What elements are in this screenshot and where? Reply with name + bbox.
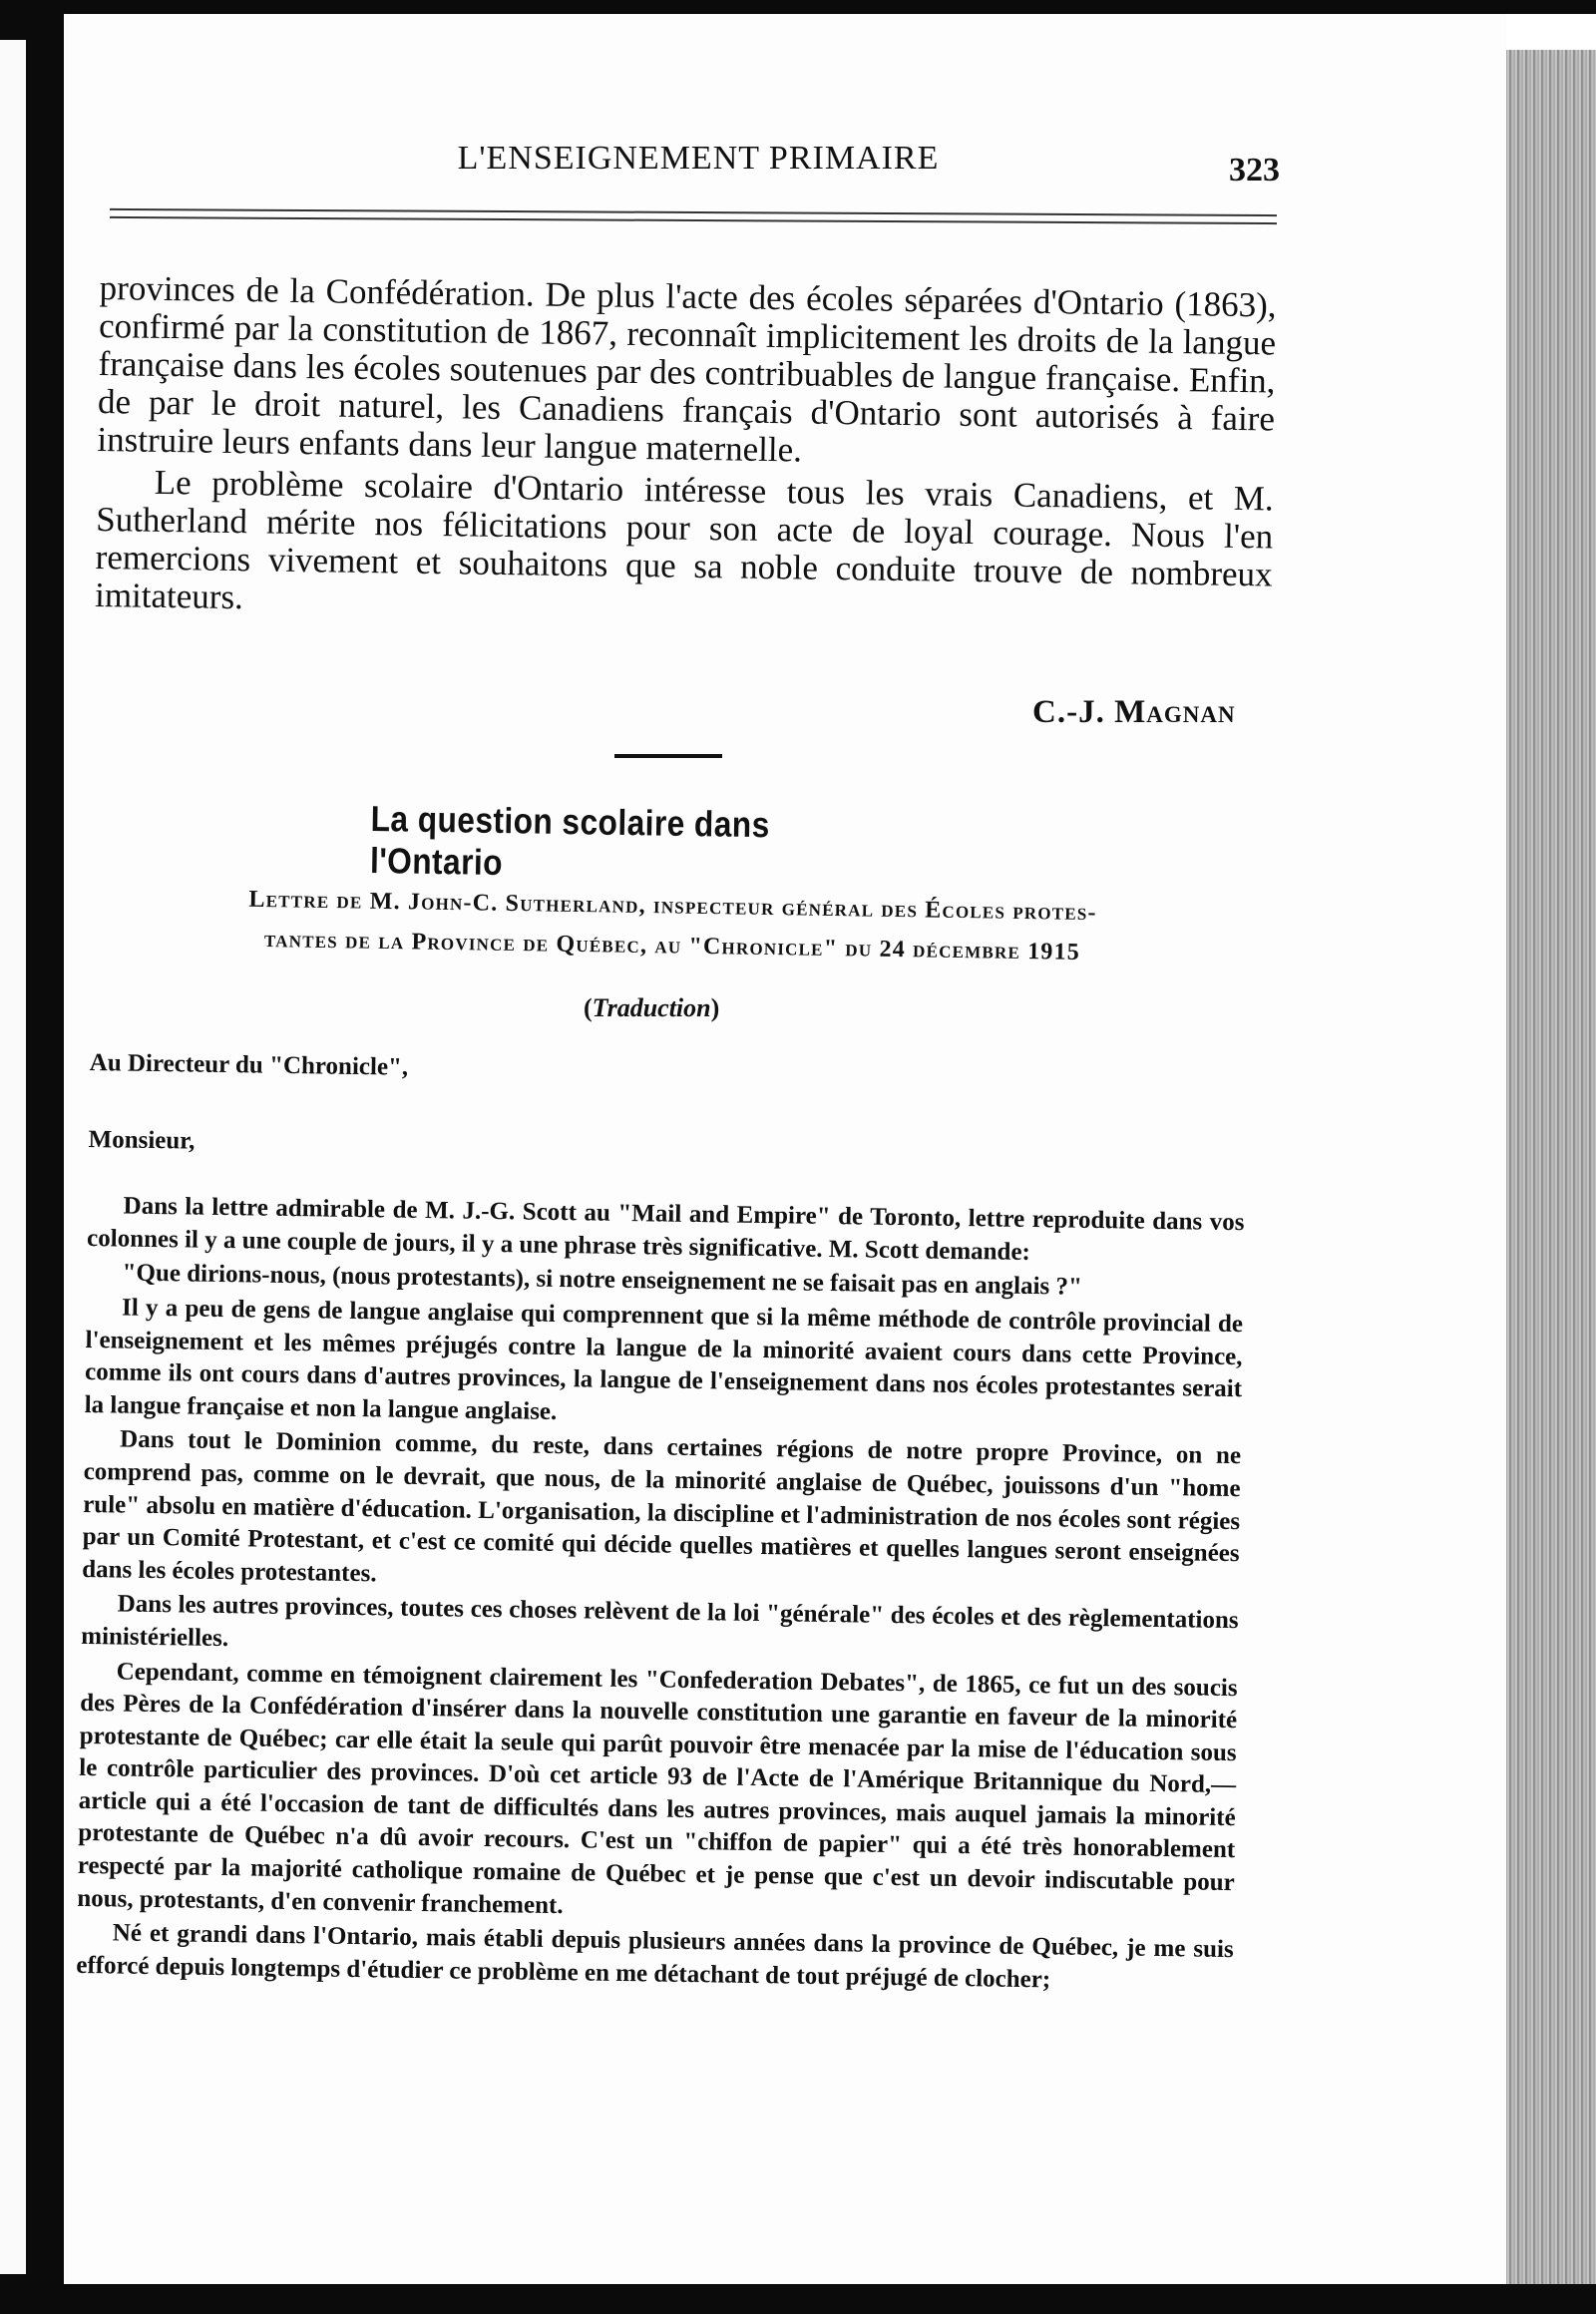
paragraph: Dans tout le Dominion comme, du reste, dans certaines régions de notre propre Province, on ne comprend pas, comme on le devrait, que nous, de la minorité anglaise de Québec, jouissons d'un "home rule" absolu en matière d'éducation. L'organisation, la discipline et l'administration de nos écoles sont régies par un Comité Protestant, et c'est ce comité qui décide quelles matières et quelles langues seront enseignées dans les écoles protestantes. <box>82 1425 1242 1588</box>
translation-label: Traduction <box>592 993 711 1022</box>
author-signature: C.-J. Magnan <box>1032 694 1236 730</box>
translation-note: (Traduction) <box>584 993 720 1022</box>
book-page-edges <box>1506 50 1596 2314</box>
section-separator <box>614 754 722 758</box>
paragraph: Le problème scolaire d'Ontario intéresse tous les vrais Canadiens, et M. Sutherland mérite nos félicitations pour son acte de loyal courage. Nous l'en remercions vivement et souhaitons que sa noble conduite trouve de nombreux imitateurs. <box>94 462 1275 617</box>
page-number: 323 <box>1229 152 1280 189</box>
article-subtitle <box>134 878 1212 974</box>
paragraph: provinces de la Confédération. De plus l'acte des écoles séparées d'Ontario (1863), confirmé par la constitution de 1867, reconnaît implicitement les droits de la langue française dans les écoles soutenues par des contribuables de langue française. Enfin, de par le droit naturel, les Canadiens français d'Ontario sont autorisés à faire instruire leurs enfants dans leur langue maternelle. <box>97 268 1277 470</box>
paragraph: Né et grandi dans l'Ontario, mais établi depuis plusieurs années dans la province de Québec, je me suis efforcé depuis longtemps d'étudier ce problème en me détachant de tout préjugé de clocher; <box>76 1919 1234 1994</box>
quotation: "Que dirions-nous, (nous protestants), si notre enseignement ne se faisait pas en anglais ?" <box>122 1259 1083 1302</box>
subtitle-line: tantes de la Province de Québec, au "Chronicle" du 24 décembre 1915 <box>263 927 1081 965</box>
facing-page-edge <box>0 40 26 2274</box>
letter-greeting: Monsieur, <box>88 1125 196 1155</box>
subtitle-line: Lettre de M. John-C. Sutherland, inspecteur général des Écoles protes- <box>248 886 1097 927</box>
scan-border-bottom <box>0 2284 1596 2314</box>
letter-body <box>76 1047 1247 2002</box>
paragraph: Cependant, comme en témoignent clairement les "Confederation Debates", de 1865, ce fut un des soucis des Pères de la Confédération d'insérer dans la nouvelle constitution une garantie en faveur de la minorité protestante de Québec; car elle était la seule qui parût pouvoir être menacée par la mise de l'éducation sous le contrôle particulier des provinces. D'où cet article 93 de l'Acte de l'Amérique Britannique du Nord,—article qui a été l'occasion de tant de difficultés dans les autres provinces, mais auquel jamais la minorité protestante de Québec n'a dû avoir recours. C'est un "chiffon de papier" qui a été très honorablement respecté par la majorité catholique romaine de Québec et je pense que c'est un devoir indiscutable pour nous, protestants, d'en convenir franchement. <box>77 1657 1238 1919</box>
article-title: La question scolaire dans l'Ontario <box>369 798 771 884</box>
letter-salutation: Au Directeur du "Chronicle", <box>89 1048 409 1081</box>
paragraph: Il y a peu de gens de langue anglaise qui comprennent que si la même méthode de contrôle provincial de l'enseignement et les mêmes préjugés contre la langue de la minorité avaient cours dans cette Province, comme ils ont cours dans d'autres provinces, la langue de l'enseignement dans nos écoles protestantes serait la langue française et non la langue anglaise. <box>84 1294 1244 1425</box>
running-head: L'ENSEIGNEMENT PRIMAIRE <box>457 140 940 177</box>
paragraph: Dans les autres provinces, toutes ces choses relèvent de la loi "générale" des écoles et des règlementations ministérielles. <box>81 1590 1239 1653</box>
scan-border-top <box>0 0 1596 14</box>
opening-text <box>95 269 1277 635</box>
paragraph: Dans la lettre admirable de M. J.-G. Scott au "Mail and Empire" de Toronto, lettre reproduite dans vos colonnes il y a une couple de jours, il y a une phrase très significative. M. Scott demande: <box>86 1192 1245 1266</box>
